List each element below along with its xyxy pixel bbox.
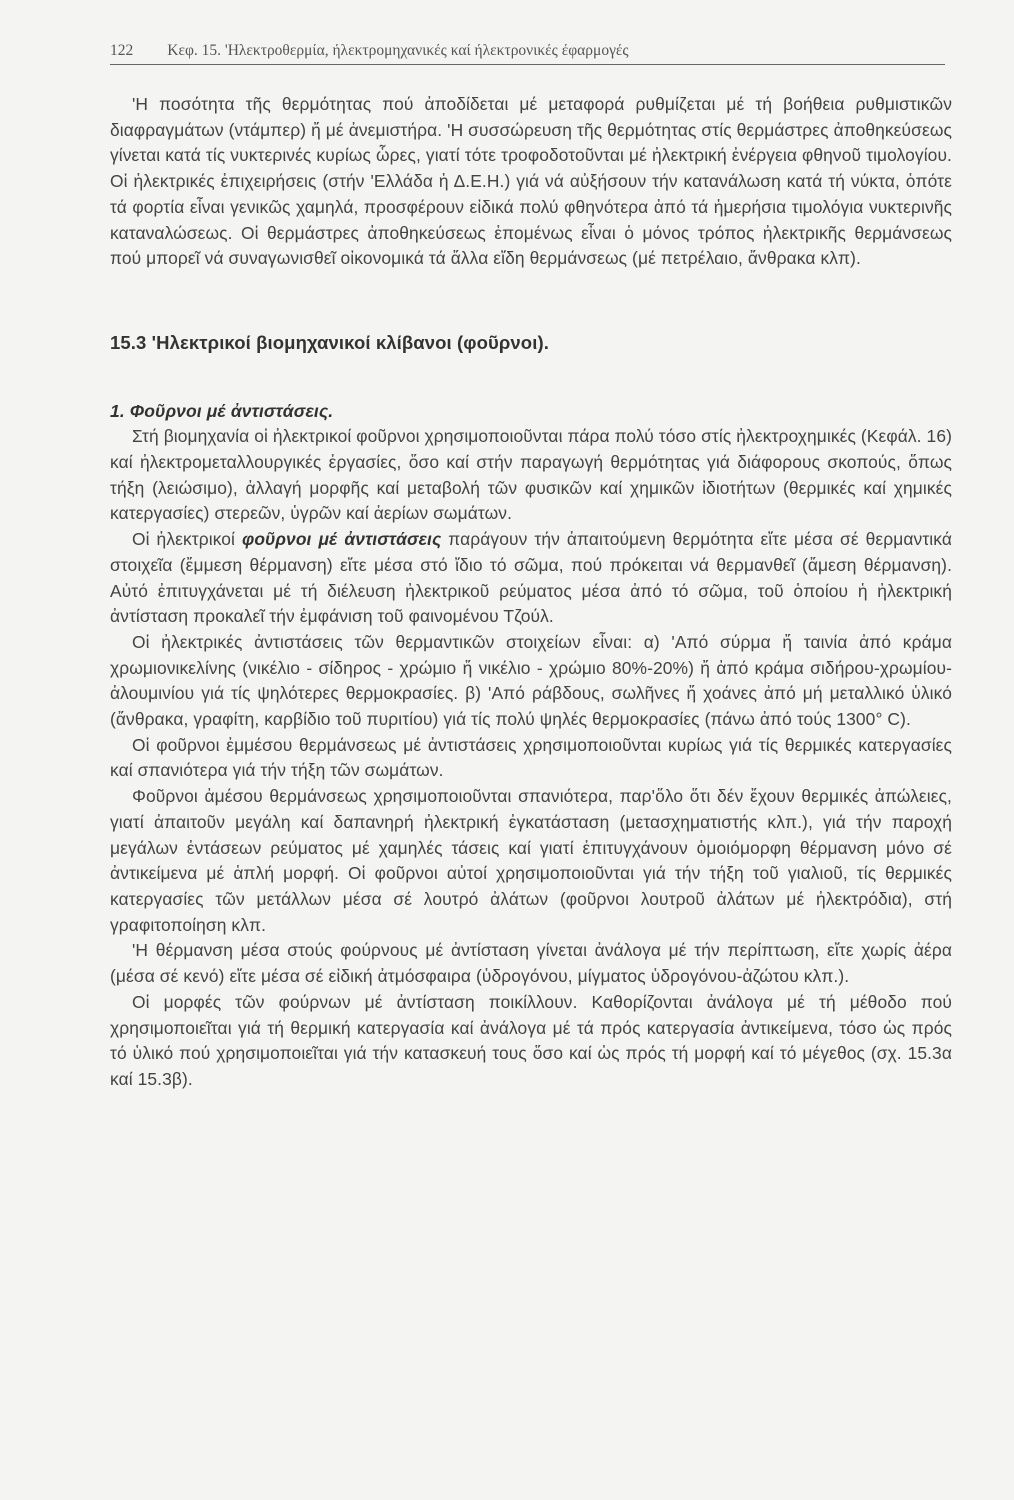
intro-paragraph: 'Η ποσότητα τῆς θερμότητας πού ἀποδίδεται μέ μεταφορά ρυθμίζεται μέ τή βοήθεια ρυθμιστικῶν διαφραγμάτων (ντάμπερ) ἤ μέ ἀνεμιστήρα. 'Η συσσώρευση τῆς θερμότητας στίς θερμάστρες ἀποθηκεύσεως γίνεται κατά τίς νυκτερινές κυρίως ὧρες, γιατί τότε τροφοδοτοῦνται μέ ἠλεκτρική ἐνέργεια φθηνοῦ τιμολογίου. Οἱ ἠλεκτρικές ἐπιχειρήσεις (στήν 'Ελλάδα ἡ Δ.Ε.Η.) γιά νά αὐξήσουν τήν κατανάλωση κατά τή νύκτα, ὁπότε τά φορτία εἶναι γενικῶς χαμηλά, προσφέρουν εἰδικά πολύ φθηνότερα ἀπό τά ἡμερήσια τιμολόγια νυκτερινῆς καταναλώσεως. Οἱ θερμάστρες ἀποθηκεύσεως ἑπομένως εἶναι ὁ μόνος τρόπος ἠλεκτρικῆς θερμάνσεως πού μπορεῖ νά συναγωνισθεῖ οἰκονομικά τά ἄλλα εἴδη θερμάνσεως (μέ πετρέλαιο, ἄνθρακα κλπ). bbox=[110, 94, 952, 269]
emphasis-term: φοῦρνοι μέ ἀντιστάσεις bbox=[241, 529, 442, 550]
running-title: Κεφ. 15. 'Ηλεκτροθερμία, ήλεκτρομηχανικές καί ήλεκτρονικές έφαρμογές bbox=[167, 42, 629, 59]
paragraph-2-lead: Οἱ ἠλεκτρικοί bbox=[132, 529, 242, 550]
paragraph-2 bbox=[110, 527, 952, 630]
page-number: 122 bbox=[110, 42, 134, 59]
paragraph-6: 'Η θέρμανση μέσα στούς φούρνους μέ ἀντίσταση γίνεται ἀνάλογα μέ τήν περίπτωση, εἴτε χωρίς ἀέρα (μέσα σέ κενό) εἴτε μέσα σέ εἰδική ἀτμόσφαιρα (ὑδρογόνου, μίγματος ὑδρογόνου-ἀζώτου κλπ.). bbox=[110, 940, 952, 987]
paragraph-1: Στή βιομηχανία οἱ ἠλεκτρικοί φοῦρνοι χρησιμοποιοῦνται πάρα πολύ τόσο στίς ἠλεκτροχημικές (Κεφάλ. 16) καί ἠλεκτρομεταλλουργικές ἐργασίες, ὅσο καί στήν παραγωγή θερμότητας γιά διάφορους σκοπούς, ὅπως τήξη (λειώσιμο), ἀλλαγή μορφῆς καί μεταβολή τῶν φυσικῶν καί χημικῶν ἰδιοτήτων (θερμικές καί χημικές κατεργασίες) στερεῶν, ὑγρῶν καί ἀερίων σωμάτων. bbox=[110, 426, 952, 524]
running-header bbox=[110, 42, 945, 65]
section-title: 15.3 'Ηλεκτρικοί βιομηχανικοί κλίβανοι (φοῦρνοι). bbox=[110, 331, 549, 353]
paragraph-2-rest: παράγουν τήν ἀπαιτούμενη θερμότητα εἴτε μέσα σέ θερμαντικά στοιχεῖα (ἔμμεση θέρμανση) εἴτε μέσα στό ἴδιο τό σῶμα, πού πρόκειται νά θερμανθεῖ (ἄμεση θέρμανση). Αὐτό ἐπιτυγχάνεται μέ τή διέλευση ἠλεκτρικοῦ ρεύματος μέσα ἀπό τό σῶμα, τοῦ ὁποίου ἡ ἠλεκτρική ἀντίσταση προκαλεῖ τήν ἐμφάνιση τοῦ φαινομένου Τζούλ. bbox=[110, 529, 952, 627]
paragraph-7: Οἱ μορφές τῶν φούρνων μέ ἀντίσταση ποικίλλουν. Καθορίζονται ἀνάλογα μέ τή μέθοδο πού χρησιμοποιεῖται γιά τή θερμική κατεργασία καί ἀνάλογα μέ τά πρός κατεργασία ἀντικείμενα, τόσο ὡς πρός τό ὑλικό πού χρησιμοποιεῖται γιά τήν κατασκευή τους ὅσο καί ὡς πρός τή μορφή καί τό μέγεθος (σχ. 15.3α καί 15.3β). bbox=[110, 991, 952, 1089]
paragraph-4: Οἱ φοῦρνοι ἐμμέσου θερμάνσεως μέ ἀντιστάσεις χρησιμοποιοῦνται κυρίως γιά τίς θερμικές κατεργασίες καί σπανιότερα γιά τήν τήξη τῶν σωμάτων. bbox=[110, 734, 952, 781]
paragraph-3: Οἱ ἠλεκτρικές ἀντιστάσεις τῶν θερμαντικῶν στοιχείων εἶναι: α) 'Από σύρμα ἤ ταινία ἀπό κράμα χρωμιονικελίνης (νικέλιο - σίδηρος - χρώμιο ἤ νικέλιο - χρώμιο 80%-20%) ἤ ἀπό κράμα σιδήρου-χρωμίου-ἀλουμινίου γιά τίς ψηλότερες θερμοκρασίες. β) 'Από ράβδους, σωλῆνες ἤ χοάνες ἀπό μή μεταλλικό ὑλικό (ἄνθρακα, γραφίτη, καρβίδιο τοῦ πυριτίου) γιά τίς πολύ ψηλές θερμοκρασίες (πάνω ἀπό τούς 1300° C). bbox=[110, 631, 952, 730]
page-body bbox=[110, 92, 952, 1093]
subsection-title: 1. Φοῦρνοι μέ ἀντιστάσεις. bbox=[110, 400, 334, 421]
paragraph-5: Φοῦρνοι ἀμέσου θερμάνσεως χρησιμοποιοῦνται σπανιότερα, παρ'ὅλο ὅτι δέν ἔχουν θερμικές ἀπώλειες, γιατί ἀπαιτοῦν μεγάλη καί δαπανηρή ἠλεκτρική ἐγκατάσταση (μετασχηματιστής κλπ.), γιά τήν παροχή μεγάλων ἐντάσεων ρεύματος μέ χαμηλές τάσεις καί γιατί ἐπιτυγχάνουν ὁμοιόμορφη θέρμανση μόνο σέ ἀντικείμενα μέ ἁπλή μορφή. Οἱ φοῦρνοι αὐτοί χρησιμοποιοῦνται γιά τήν τήξη τοῦ γιαλιοῦ, τίς θερμικές κατεργασίες τῶν μετάλλων μέσα σέ λουτρό ἀλάτων (φοῦρνοι λουτροῦ ἀλάτων μέ ἠλεκτρόδια), στή γραφιτοποίηση κλπ. bbox=[110, 786, 952, 935]
